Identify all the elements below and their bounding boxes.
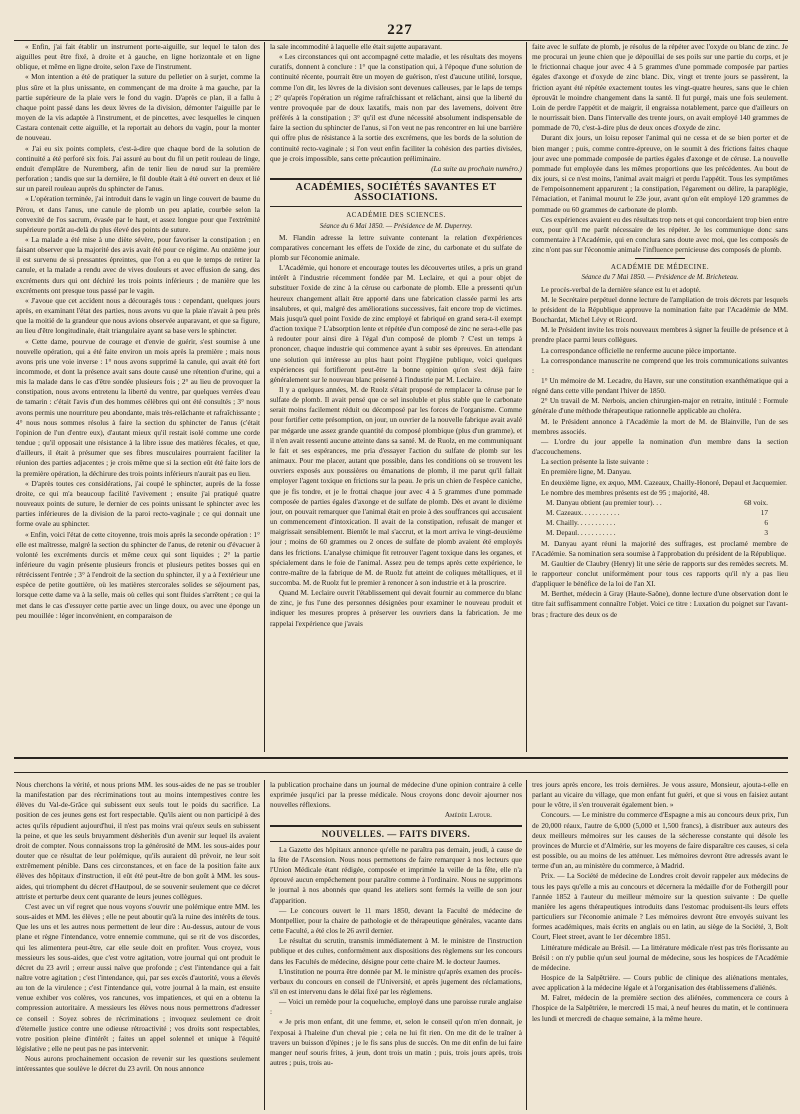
paragraph: L'Académie, qui honore et encourage toutes les découvertes utiles, a pris un grand intérêt à l'industrie récemment fondée par M. Leclaire, et qui a pour objet de substituer l'oxide de zinc à la céruse ou carbonate de plomb. Elle a pressenti qu'un heureux changement allait être apporté dans une fabrication classée parmi les arts insalubres, et qui, malgré des améliorations successives, fait encore trop de victimes. Mais jusqu'à quel point l'oxide de zinc employé et fabriqué en grand sera-t-il exempt d'action toxique ? L'absorption lente et répétée d'un composé de zinc ne sera-t-elle pas à redouter pour ainsi dire à l'égal d'un composé de plomb ? C'est un temps à prononcer, chaque industrie qui commence ayant à subir ses épreuves. En attendant une solution qui intéresse au plus haut point l'hygiène publique, voici quelques expériences qui fortifieront peut-être la bonne opinion qu'on s'est déjà faire généralement sur le nouveau blanc présenté à l'industrie par M. Leclaire.	[270, 263, 522, 384]
session-line: Séance du 7 Mai 1850. — Présidence de M. Bricheteau.	[581, 273, 739, 282]
paragraph: Nous cherchons la vérité, et nous prions MM. les sous-aides de ne pas se troubler la manifestation par des récriminations tout au moins intempestives contre les élèves du Val-de-Grâce qui subissent eux seuls tout le poids du sacrifice. La position de ces jeunes gens est fort respectable. Qu'ils aient ou non participé à des actes qu'ils répudient aujourd'hui, il n'est pas moins vrai qu'eux seuls en subissent la peine, et que les seuls bruyamment désheritès d'un avenir sur lequel ils avaient droit de compter. Nous connaissons trop la générosité de MM. les sous-aides pour douter que ce résultat de leur polémique, qu'ils auraient dû prévoir, ne leur soit extrêmement pénible. Dans ces circonstances, et en face de la position faite aux élèves des hôpitaux d'instruction, il eût été peut-être de bon goût à MM. les sous-aides, qui triomphent du décret d'Hautpoul, de se souvenir seulement que ce décret attriste et perturbe deux cent quarante de leurs jeunes collègues.	[16, 780, 260, 901]
author-signature: Amédée Latour.	[444, 810, 492, 820]
vote-name: M. Cazeaux. . . . . . . . . . .	[546, 508, 620, 518]
vote-row	[532, 498, 788, 508]
paragraph: tres jours après encore, les trois dernières. Je vous assure, Monsieur, ajouta-t-elle en parlant au vicaire du village, que mon enfant fut guéri, et que si vous en faisiez autant pour le vôtre, il s'en trouverait également bien. »	[532, 780, 788, 810]
paragraph: — Voici un remède pour la coqueluche, employé dans une paroisse rurale anglaise :	[270, 997, 522, 1017]
paragraph: « Enfin, voici l'état de cette citoyenne, trois mois après la seconde opération : 1° elle est maîtresse, malgré la section du sphincter de l'anus, de retenir ou d'évacuer à volonté les excréments durcis et même ceux qui sont liquides ; 2° la partie inférieure du vagin présente plusieurs froncis et plusieurs petites bosses qui en rétrécissent l'entrée ; 3° à l'endroit de la section du sphincter, il y a à l'extérieur une espèce de petite gouttière, où les matières stercorales solides se séjournent pas, lorsque cette dame va à la selle, mais où celles qui sont fluides s'arrêtent ; ce qui la met dans le cas d'essuyer cette partie avec un linge doux, ou avec une éponge un peu mouillée : léger inconvénient, en comparaison de	[16, 529, 260, 620]
feuilleton-column	[16, 780, 260, 1110]
paragraph: Littérature médicale au Brésil. — La littérature médicale n'est pas très florissante au Brésil : on n'y publie qu'un seul journal de médecine, sous les hospices de l'Académie de médecine.	[532, 942, 788, 972]
session-line: Séance du 6 Mai 1850. — Présidence de M. Duperrey.	[319, 221, 473, 230]
header-rule	[14, 40, 788, 41]
article-column	[532, 42, 788, 752]
article-column	[270, 42, 522, 752]
paragraph: faite avec le sulfate de plomb, je résolus de la répéter avec l'oxyde ou blanc de zinc. Je me procurai un jeune chien que je dépouillai de ses poils sur une partie du corps, et je le frictionnai chaque jour avec 4 à 5 grammes d'une pommade composée par parties égales d'axonge et d'oxyde de zinc blanc. Dix, vingt et trente jours se passèrent, la friction ayant été répétée exactement toutes les vingt-quatre heures, sans que le chien éprouvât le moindre changement dans la santé. Il fut purgé, mais une fois seulement. Loin de perdre l'appétit et de maigrir, il engraissa notablement, parce que d'ailleurs on le nourrissait bien. Dans l'intervalle des trente jours, on avait employé 140 grammes de pommade de 70, c'est-à-dire plus de deux onces d'oxyde de zinc.	[532, 42, 788, 133]
paragraph: M. le Président annonce à l'Académie la mort de M. de Blainville, l'un de ses membres associés.	[532, 416, 788, 436]
divider	[635, 258, 685, 259]
column-divider	[526, 780, 527, 1110]
paragraph: « Les circonstances qui ont accompagné cette maladie, et les résultats des moyens curatifs, donnent à conclure : 1° que la constipation qui, à l'époque d'une solution de continuité récente, pourrait être un moyen de guérison, n'est d'aucune utilité, lorsque, comme l'on dit, les lèvres de la division sont devenues calleuses, par le laps de temps ; 2° qu'après l'opération un régime rafraîchissant et relâchant, ainsi que la liberté du ventre provoquée par de doux laxatifs, mais non par des lavemens, doivent être préférés à la constipation ; 3° qu'il est d'une nécessité absolument indispensable de faire la section du sphincter de l'anus, si l'on veut ne pas rencontrer en lui une barrière qui offre plus de résistance à la sortie des excrémens, que les bords de la solution de continuité recto-vaginale ; si l'on veut enfin faciliter la cohésion des parties divisées, que je crois impossible, sans cette précaution préliminaire.	[270, 52, 522, 163]
paragraph: « Je pris mon enfant, dit une femme, et, selon le conseil qu'on m'en donnait, je l'exposai à l'haleine d'un cheval pie ; cela ne lui fit rien. On me dit de le traîner à travers un buisson d'épines ; je le fis sans plus de succès. On me dit enfin de lui faire manger neuf souris frites, à jeun, dont trois un matin ; puis, trois jours après, trois autres ; puis, trois au-	[270, 1017, 522, 1068]
paragraph: — Le concours ouvert le 11 mars 1850, devant la Faculté de médecine de Montpellier, pour la chaire de pathologie et de thérapeutique générales, vacante dans cette Faculté, a été clos le 26 avril dernier.	[270, 905, 522, 936]
paragraph: M. Danyau ayant réuni la majorité des suffrages, est proclamé membre de l'Académie. Sa nomination sera soumise à l'approbation du président de la République.	[532, 538, 788, 558]
paragraph: la publication prochaine dans un journal de médecine d'une opinion contraire à celle exprimée jusqu'ici par la presse médicale. Nous croyons donc devoir ajourner nos nouvelles réflexions.	[270, 780, 522, 810]
paragraph: M. Flandin adresse la lettre suivante contenant la relation d'expériences comparatives concernant les effets de l'oxide de zinc, du carbonate et du sulfate de plomb sur l'économie animale.	[270, 232, 522, 262]
to-be-continued: (La suite au prochain numéro.)	[431, 163, 522, 173]
paragraph: 1° Un mémoire de M. Lecadre, du Havre, sur une constitution exanthématique qui a régné dans cette ville pendant l'hiver de 1850.	[532, 376, 788, 396]
paragraph: M. le Secrétaire perpétuel donne lecture de l'ampliation de trois décrets par lesquels le président de la République approuve la nomination faite par l'Académie de MM. Bouchardat, Michel Lévy et Ricord.	[532, 294, 788, 325]
column-divider	[526, 42, 527, 752]
paragraph: Quand M. Leclaire ouvrit l'établissement qui devait fournir au commerce du blanc de zinc, je fus l'une des personnes désignées pour examiner le nouveau produit et indiquer les mesures propres à préserver les ouvriers dans la fabrication. Je me rappelai l'expérience que j'avais	[270, 588, 522, 628]
vote-count: 17	[760, 508, 768, 518]
paragraph: Nous aurons prochainement occasion de revenir sur les questions seulement intéressantes que soulève le décret du 23 avril. On nous annonce	[16, 1054, 260, 1074]
paragraph: « Mon intention a été de pratiquer la suture du pelletier on à surjet, comme la plus sûre et la plus unissante, en commençant de ma droite à ma gauche, par la partie supérieure de la plaie vers le fond du vagin. D'après ce plan, il a fallu à chaque point passé dans les deux lèvres de la division, démonter l'aiguille par le moyen de la vis adaptée à l'instrument, et de pincettes, avec lesquelles le cinquen Castara contenait cette aiguille, et la reportait au dehors du vagin, pour la monter de nouveau.	[16, 72, 260, 143]
paragraph: La correspondance officielle ne renferme aucune pièce importante.	[541, 345, 737, 355]
paragraph: M. le Président invite les trois nouveaux membres à signer la feuille de présence et à prendre place parmi leurs collègues.	[532, 325, 788, 345]
paragraph: En deuxième ligne, ex æquo, MM. Cazeaux, Chailly-Honoré, Depaul et Jacquemier.	[541, 477, 787, 487]
paragraph: Concours. — Le ministre du commerce d'Espagne a mis au concours deux prix, l'un de 20,000 réaux, l'autre de 6,000 (5,000 et 1,500 francs), à distribuer aux auteurs des deux meilleurs mémoires sur les causes de la sécheresse constante qui désole les provinces de Murcie et d'Almérie, sur les moyens de faire disparaître ces causes, si cela est possible, ou au moins de les atténuer. Les mémoires devront être adressés avant le terme d'un an, au ministère du commerce, à Madrid.	[532, 810, 788, 871]
paragraph: la sale incommodité à laquelle elle était sujette auparavant.	[270, 42, 443, 51]
vote-row	[532, 508, 788, 518]
section-title-academies: ACADÉMIES, SOCIÉTÉS SAVANTES ET ASSOCIATIONS.	[270, 178, 522, 207]
paragraph: Prix. — La Société de médecine de Londres croit devoir rappeler aux médecins de tous les pays qu'elle a mis au concours et décernera la médaille d'or de Fothergill pour l'année 1852 à l'auteur du meilleur mémoire sur la question suivante : De quelle manière les agens thérapeutiques introduits dans l'estomac produisent-ils leurs effets particuliers sur l'économie animale ? Les mémoires devront être envoyés suivant les formes académiques, mais écrits en anglais ou en latin, au siège de la Société, 3, Bolt Court, Fleet street, avant le 1er décembre 1851.	[532, 871, 788, 942]
paragraph: L'institution ne pourra être donnée par M. le ministre qu'après examen des procès-verbaux du concours en conseil de l'Université, et après jugement des réclamations, s'il en est intervenu dans le délai fixé par les règlemens.	[270, 966, 522, 996]
paragraph: M. Berthet, médecin à Gray (Haute-Saône), donne lecture d'une observation dont le titre fait suffisamment connaître l'objet. Voici ce titre : Luxation du poignet sur l'avant-bras ; fracture des deux os de	[532, 589, 788, 619]
paragraph: Ces expériences avaient eu des résultats trop nets et qui concordaient trop bien entre eux, pour qu'il me parût nécessaire de les répéter. Je les communique donc sans commentaire à l'Académie, qui en conclura sans doute avec moi, que les composés de zinc n'ont pas sur l'économie animale l'influence pernicieuse des composés de plomb.	[532, 214, 788, 255]
vote-name: M. Chailly. . . . . . . . . . .	[546, 518, 616, 528]
paragraph: En première ligne, M. Danyau.	[541, 467, 632, 477]
paragraph: M. Falret, médecin de la première section des aliénées, commencera ce cours à l'hospice de la Salpêtrière, le mercredi 15 mai, à neuf heures du matin, et le continuera les lundi et mercredi de chaque semaine, à la même heure.	[532, 993, 788, 1023]
paragraph: La Gazette des hôpitaux annonce qu'elle ne paraîtra pas demain, jeudi, à cause de la fête de l'Ascension. Nous nous permettons de faire remarquer à nos lecteurs que l'Union Médicale étant rédigée, composée et imprimée la veille de la fête, elle n'a éprouvé aucun empêchement pour paraître comme à l'ordinaire. Nous ne supprimons le journal à nos abonnés que quand les ateliers sont fermés la veille de son jour d'apparition.	[270, 844, 522, 905]
paragraph: « Cette dame, pourvue de courage et d'envie de guérir, s'est soumise à une nouvelle opération, qui a été faite environ un mois après la première ; mais nous avons pris une voie inverse : 1° nous avons supprimé la canule, qui avait été fort incommode, et dont la présence avait sans doute causé une rétention d'urine, qui a mis la malade dans le cas d'être sondée plusieurs fois ; 2° au lieu de provoquer la constipation, nous avons entretenu la liberté du ventre, par quelques verrées d'eau de tamarin : c'était l'avis d'un des hommes célèbres qui ont été consultés ; 3° nous avons permis une nourriture peu abondante, mais très-relâchante et rafraîchissante ; 4° nous nous sommes résolus à faire la section du sphincter de l'anus (c'était l'opinion de l'un d'entre eux), d'autant mieux qu'il restait isolé comme une corde tendue ; qu'il opposait une résistance à la libre issue des matières fécales, et que, d'ailleurs, il était à présumer que ses fibres musculaires pourraient faciliter la réunion des parties adjacentes ; je crois même que si la section eût été faite lors de la première opération, la déchirure des trois points inférieurs n'aurait pas eu lieu.	[16, 336, 260, 478]
section-title-news: NOUVELLES. — FAITS DIVERS.	[270, 825, 522, 842]
page-number: 227	[387, 22, 413, 38]
paragraph: Le procès-verbal de la dernière séance est lu et adopté.	[541, 284, 701, 294]
paragraph: C'est avec un vif regret que nous voyons s'ouvrir une polémique entre MM. les sous-aides et MM. les élèves ; elle ne peut aboutir qu'à la ruine des intérêts de tous. Que les uns et les autres nous permettent de leur dire : Au-dessus, autour de vous plane et règne l'intendance, votre ennemie commune, qui se rit de vos discordes, qui les alimentera peut-être, car elle seule doit en profiter. Vous croyez, vous messieurs les sous-aides, que c'est votre agitation, votre journal qui ont produit le décret du 23 avril ; erreur aussi naïve que profonde ; c'est l'intendance qui a fait naître votre agitation ; c'est l'intendance, qui, par ses excès d'autorité, vous a élevés au ton de la virulence ; c'est l'intendance qui, votre journal à la main, est ensuite venue exhiber vos colères, vos rancunes, vos impatiences, et qui en a obtenu la compression autoritaire. A messieurs les élèves nous nous permettrons d'adresser ce conseil : Soyez sobres de récriminations ; invoquez seulement ce droit d'éternelle justice contre une odieuse rétroactivité ; vos droits sont respectables, votre position pleine d'intérêt ; faites un appel solennel et unique à l'équité législative ; elle ne peut pas ne pas intervenir.	[16, 901, 260, 1054]
article-column	[16, 42, 260, 752]
paragraph: La correspondance manuscrite ne comprend que les trois communications suivantes :	[532, 355, 788, 375]
vote-row	[532, 528, 788, 538]
paragraph: « L'opération terminée, j'ai introduit dans le vagin un linge couvert de baume du Pérou, et dans l'anus, une canule de plomb un peu aplatie, courbée selon la convexité de l'os sacrum, évasée par le haut, et assez longue pour que l'extrémité supérieure portât au-delà du plus élevé des points de suture.	[16, 194, 260, 234]
vote-count: 3	[764, 528, 768, 538]
column-divider	[264, 42, 265, 752]
paragraph: Le résultat du scrutin, transmis immédiatement à M. le ministre de l'instruction publique et des cultes, conformément aux dispositions des règlemens sur les concours dans les Facultés de médecine, désigne pour cette chaire M. le docteur Jaumes.	[270, 936, 522, 966]
feuilleton-column	[270, 780, 522, 1110]
paragraph: 2° Un travail de M. Nerbois, ancien chirurgien-major en retraite, intitulé : Formule générale d'une méthode thérapeutique rationnelle applicable au choléra.	[532, 396, 788, 416]
feuilleton-column	[532, 780, 788, 1110]
vote-name: M. Depaul. . . . . . . . . . .	[546, 528, 616, 538]
paragraph: Hospice de la Salpêtrière. — Cours public de clinique des aliénations mentales, avec application à la médecine légale et à l'organisation des établissemens d'aliénés.	[532, 972, 788, 993]
fold-rule	[14, 772, 788, 773]
paragraph: — L'ordre du jour appelle la nomination d'un membre dans la section d'accouchemens.	[532, 436, 788, 457]
paragraph: « J'ai eu six points complets, c'est-à-dire que chaque bord de la solution de continuité a été perforé six fois. J'ai assuré au bout du fil un petit rouleau de linge, enduit d'emplâtre de Nuremberg, afin de tenir lieu de nœud sur la première perforation ; tandis que sur la dernière, le fil double était à été ouvert en deux et lié sur un pareil rouleau auprès du sphincter de l'anus.	[16, 143, 260, 194]
paragraph: Durant dix jours, un loisu reposer l'animal qui ne cessa et de se bien porter et de bien manger ; puis, comme contre-épreuve, on le soumit à des frictions faites chaque jour avec une pommade composée de parties égales d'axonge et de céruse. La nouvelle pommade fut employée dans les mêmes proportions que les précédentes. Au bout de dix jours, si ce n'est moins, l'animal avait maigri et perdu l'appétit. Tous les symptômes de l'empoisonnement apparurent ; la constipation, l'égarement ou délire, la paraplégie, l'émaciation, et l'animal mourut le 23e jour, avant qu'on eût employé 120 grammes de pommade ou 60 grammes de carbonate de plomb.	[532, 133, 788, 214]
vote-name: M. Danyau obtient (au premier tour). . .	[546, 497, 662, 507]
paragraph: « Enfin, j'ai fait établir un instrument porte-aiguille, sur lequel le talon des aiguilles peut être fixé, à droite et à gauche, en ligne horizontale et en ligne oblique, et même en ligne droite, selon l'axe de l'instrument.	[16, 42, 260, 72]
vote-count: 68 voix.	[744, 497, 768, 507]
vote-row	[532, 518, 788, 528]
column-divider	[264, 780, 265, 1110]
paragraph: « J'avoue que cet accident nous a découragés tous : cependant, quelques jours après, en examinant l'état des parties, nous avons vu que la plaie n'avait à peu près que la moitié de la grandeur que nous avions observée auparavant, et que sa figure, au lieu d'être longitudinale, était triangulaire ayant sa base vers le sphincter.	[16, 295, 260, 336]
paragraph: La section présente la liste suivante :	[541, 457, 649, 467]
paragraph: M. Gaultier de Claubry (Henry) lit une série de rapports sur des remèdes secrets. M. le rapporteur conclut uniformément pour tous ces rapports qu'il n'y a pas lieu d'appliquer le bénéfice de la loi de l'an XI.	[532, 558, 788, 589]
vote-count: 6	[764, 518, 768, 528]
paragraph: « La malade a été mise à une diète sévère, pour favoriser la constipation ; en faisant observer que la majorité des avis avait été pour ce régime. Au onzième jour il est survenu de si pressantes épreintes, que l'on a eu que le temps de retirer la canule, et la malade a rendu avec de vives douleurs et avec effusion de sang, des excréments durs qui ont déchiré les trois points inférieurs ; de manière que les excréments ont presque tous passé par le vagin.	[16, 234, 260, 295]
paragraph: « D'après toutes ces considérations, j'ai coupé le sphincter, auprès de la fosse droite, ce qui m'a beaucoup facilité l'avivement ; ensuite j'ai pratiqué quatre nouveaux points de suture, le dernier de ces points unissant le sphincter avec les parties inférieures de la division de la paroi recto-vaginale ; ce qui donnait une forme ovale au sphincter.	[16, 478, 260, 529]
paragraph: Le nombre des membres présents est de 95 ; majorité, 48.	[541, 487, 710, 497]
academy-sciences-title: ACADÉMIE DES SCIENCES.	[346, 211, 446, 220]
paragraph: Il y a quelques années, M. de Ruolz s'était proposé de remplacer la céruse par le sulfate de plomb. Il avait pensé que ce sel insoluble et plus stable que le carbonate serait moins facilement réduit ou décomposé par les forces de l'organisme. Comme pour fortifier cette présomption, on jour, un ouvrier de la nouvelle fabrique avait avalé par mégarde une assez grande quantité du composé plombique (plus d'un gramme), et il n'en avait ressenti aucune atteinte dans sa santé. M. de Ruolz, en me communiquant le fait et ses espérances, me pria d'essayer l'action du sulfate de plomb sur les animaux. Pour me placer, autant que possible, dans les conditions où se trouvent les ouvriers exposés aux poussières ou émanations de plomb, il me parut qu'il fallait employer l'agent toxique en frictions sur la peau. Je pris un chien de l'espèce caniche, que je fis tondre, et je le frottai chaque jour avec 4 à 5 grammes d'une pommade composée de parties égales d'axonge et de sulfate de plomb. Dès et avant le dixième jour, on pouvait remarquer que l'animal était en proie à des souffrances qui accusaient un commencement d'intoxication. Il avait de la constipation, refusait de manger et maigrissait sensiblement. Bientôt le mal s'accrut, et la mort arriva le vingt-deuxième jour ; moins de 60 grammes ou 2 onces de sulfate de plomb avaient été employés dans les frictions. L'analyse chimique fit retrouver l'agent toxique dans les organes, et spécialement dans le foie de l'animal. Assez peu de temps après cette expérience, le contre-maître de la fabrique de M. de Ruolz fut atteint de coliques métalliques, et il succomba. M. de Ruolz fut le premier à renoncer à son industrie et à la proscrire.	[270, 385, 522, 587]
fold-rule	[14, 757, 788, 759]
academy-medecine-title: ACADÉMIE DE MÉDECINE.	[610, 263, 710, 272]
